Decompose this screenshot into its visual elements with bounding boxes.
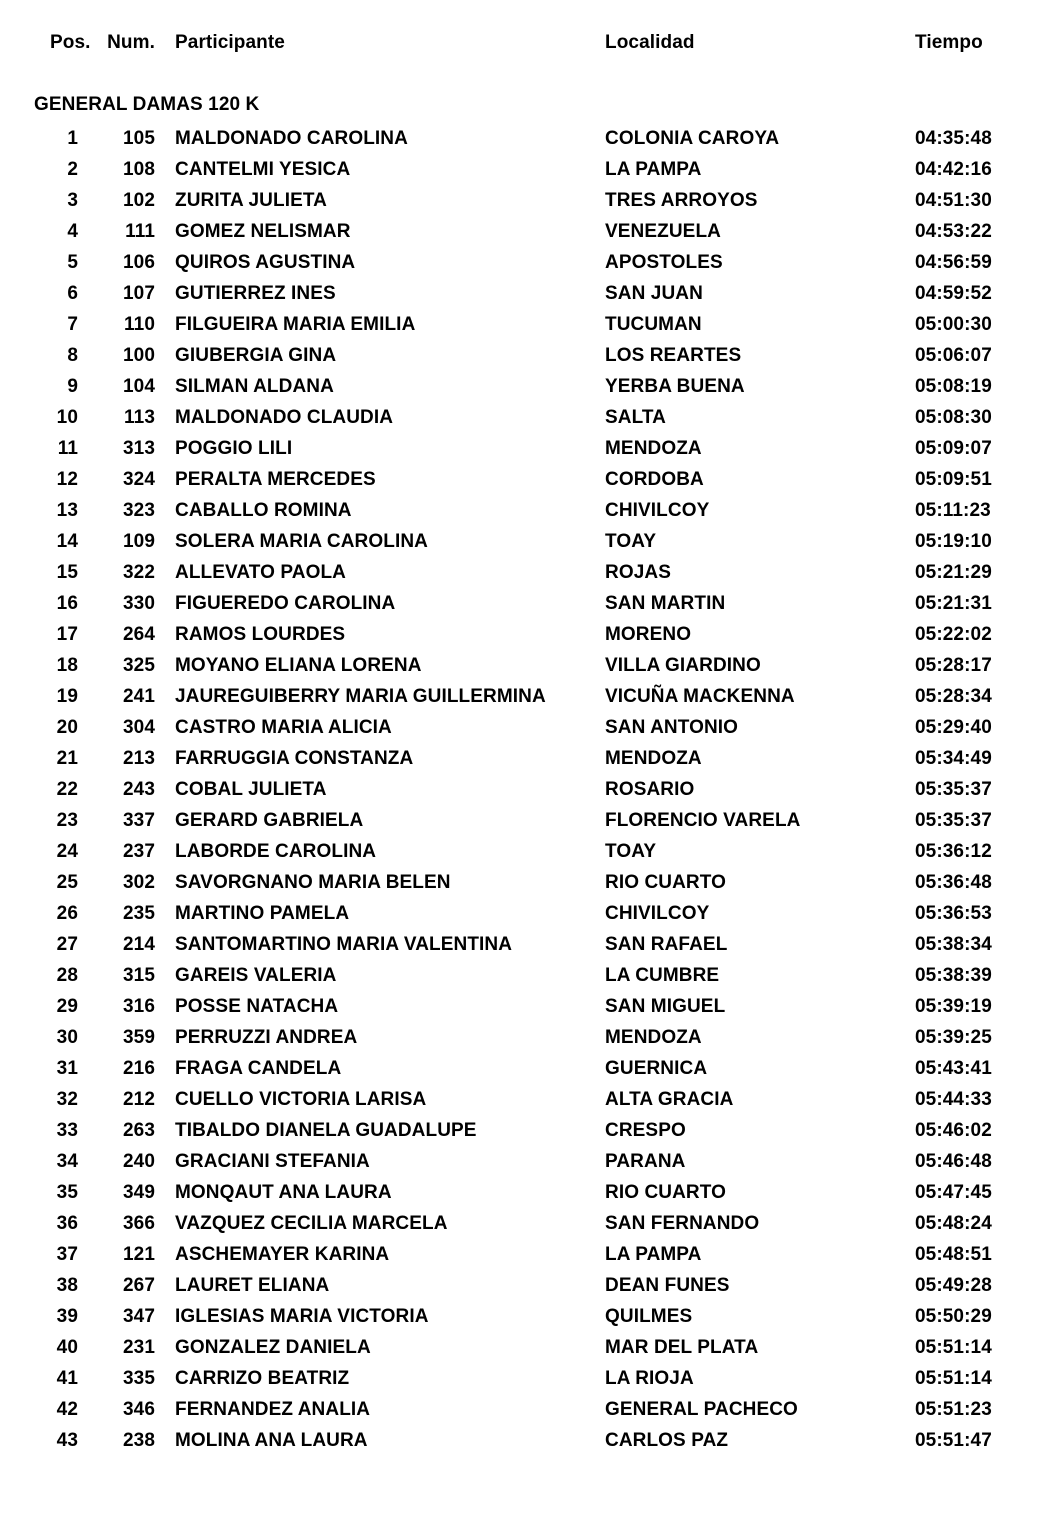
cell-city: VICUÑA MACKENNA — [605, 686, 795, 707]
table-row — [40, 619, 1058, 650]
cell-name: POGGIO LILI — [175, 438, 293, 459]
cell-name: MOYANO ELIANA LORENA — [175, 655, 422, 676]
cell-name: CABALLO ROMINA — [175, 500, 352, 521]
cell-pos: 42 — [56, 1399, 78, 1420]
cell-pos: 18 — [56, 655, 78, 676]
cell-pos: 2 — [67, 159, 78, 180]
cell-city: TUCUMAN — [605, 314, 702, 335]
cell-time: 05:46:02 — [915, 1120, 992, 1141]
cell-num: 100 — [122, 345, 155, 366]
cell-time: 05:35:37 — [915, 810, 992, 831]
cell-num: 267 — [122, 1275, 155, 1296]
cell-time: 05:48:51 — [915, 1244, 992, 1265]
cell-time: 04:53:22 — [915, 221, 992, 242]
cell-name: PERRUZZI ANDREA — [175, 1027, 358, 1048]
cell-city: TRES ARROYOS — [605, 190, 758, 211]
table-row — [40, 464, 1058, 495]
cell-name: ASCHEMAYER KARINA — [175, 1244, 390, 1265]
cell-time: 04:59:52 — [915, 283, 992, 304]
cell-time: 05:51:14 — [915, 1337, 992, 1358]
cell-time: 05:39:19 — [915, 996, 992, 1017]
cell-pos: 30 — [56, 1027, 78, 1048]
cell-num: 316 — [122, 996, 155, 1017]
table-row — [40, 681, 1058, 712]
cell-pos: 40 — [56, 1337, 78, 1358]
cell-pos: 5 — [67, 252, 78, 273]
results-rows — [40, 123, 1058, 1456]
table-row — [40, 402, 1058, 433]
cell-pos: 11 — [57, 438, 78, 459]
cell-name: RAMOS LOURDES — [175, 624, 346, 645]
cell-time: 05:28:34 — [915, 686, 992, 707]
cell-num: 346 — [122, 1399, 155, 1420]
cell-num: 235 — [122, 903, 155, 924]
cell-time: 05:44:33 — [915, 1089, 992, 1110]
cell-num: 330 — [122, 593, 155, 614]
cell-city: MENDOZA — [605, 748, 702, 769]
cell-num: 109 — [122, 531, 155, 552]
table-row — [40, 929, 1058, 960]
table-row — [40, 774, 1058, 805]
cell-pos: 24 — [56, 841, 78, 862]
cell-num: 121 — [122, 1244, 155, 1265]
cell-city: TOAY — [605, 841, 657, 862]
cell-pos: 25 — [56, 872, 78, 893]
cell-pos: 16 — [56, 593, 78, 614]
cell-city: LOS REARTES — [605, 345, 742, 366]
cell-city: MENDOZA — [605, 1027, 702, 1048]
cell-num: 359 — [122, 1027, 155, 1048]
cell-city: VENEZUELA — [605, 221, 721, 242]
cell-time: 05:36:53 — [915, 903, 992, 924]
cell-pos: 36 — [56, 1213, 78, 1234]
cell-num: 324 — [122, 469, 155, 490]
table-row — [40, 1022, 1058, 1053]
cell-city: LA RIOJA — [605, 1368, 694, 1389]
cell-city: RIO CUARTO — [605, 872, 726, 893]
cell-pos: 32 — [56, 1089, 78, 1110]
cell-name: POSSE NATACHA — [175, 996, 339, 1017]
table-row — [40, 1425, 1058, 1456]
cell-num: 322 — [122, 562, 155, 583]
cell-city: SAN JUAN — [605, 283, 703, 304]
table-row — [40, 1301, 1058, 1332]
table-row — [40, 805, 1058, 836]
cell-time: 05:51:47 — [915, 1430, 992, 1451]
cell-pos: 3 — [67, 190, 78, 211]
cell-time: 05:19:10 — [915, 531, 992, 552]
cell-name: FERNANDEZ ANALIA — [175, 1399, 371, 1420]
table-row — [40, 836, 1058, 867]
cell-city: GENERAL PACHECO — [605, 1399, 798, 1420]
cell-name: MALDONADO CAROLINA — [175, 128, 408, 149]
col-header-tiempo: Tiempo — [915, 32, 983, 53]
table-row — [40, 154, 1058, 185]
cell-name: FRAGA CANDELA — [175, 1058, 342, 1079]
table-row — [40, 743, 1058, 774]
cell-time: 05:21:31 — [915, 593, 992, 614]
cell-city: GUERNICA — [605, 1058, 708, 1079]
cell-pos: 26 — [56, 903, 78, 924]
cell-pos: 33 — [56, 1120, 78, 1141]
table-row — [40, 898, 1058, 929]
cell-city: PARANA — [605, 1151, 686, 1172]
cell-time: 04:42:16 — [915, 159, 992, 180]
cell-city: COLONIA CAROYA — [605, 128, 780, 149]
cell-city: MORENO — [605, 624, 692, 645]
cell-pos: 37 — [56, 1244, 78, 1265]
cell-name: SILMAN ALDANA — [175, 376, 334, 397]
cell-pos: 28 — [56, 965, 78, 986]
cell-time: 05:35:37 — [915, 779, 992, 800]
cell-num: 104 — [122, 376, 155, 397]
cell-name: GUTIERREZ INES — [175, 283, 336, 304]
cell-num: 214 — [122, 934, 155, 955]
cell-pos: 31 — [56, 1058, 78, 1079]
cell-name: JAUREGUIBERRY MARIA GUILLERMINA — [175, 686, 546, 707]
cell-name: CANTELMI YESICA — [175, 159, 351, 180]
col-header-localidad: Localidad — [605, 32, 695, 53]
cell-city: CHIVILCOY — [605, 903, 710, 924]
cell-num: 237 — [122, 841, 155, 862]
cell-name: VAZQUEZ CECILIA MARCELA — [175, 1213, 448, 1234]
cell-name: ALLEVATO PAOLA — [175, 562, 346, 583]
cell-time: 05:47:45 — [915, 1182, 992, 1203]
table-row — [40, 1115, 1058, 1146]
cell-name: MONQAUT ANA LAURA — [175, 1182, 392, 1203]
cell-city: SAN RAFAEL — [605, 934, 728, 955]
cell-num: 313 — [122, 438, 155, 459]
cell-num: 347 — [122, 1306, 155, 1327]
cell-pos: 14 — [56, 531, 78, 552]
cell-city: RIO CUARTO — [605, 1182, 726, 1203]
cell-city: MENDOZA — [605, 438, 702, 459]
table-row — [40, 123, 1058, 154]
table-row — [40, 371, 1058, 402]
cell-pos: 23 — [56, 810, 78, 831]
cell-name: IGLESIAS MARIA VICTORIA — [175, 1306, 429, 1327]
cell-time: 05:09:51 — [915, 469, 992, 490]
cell-time: 05:09:07 — [915, 438, 992, 459]
cell-name: ZURITA JULIETA — [175, 190, 327, 211]
cell-time: 05:38:39 — [915, 965, 992, 986]
cell-name: GAREIS VALERIA — [175, 965, 337, 986]
cell-pos: 1 — [67, 128, 78, 149]
cell-name: GRACIANI STEFANIA — [175, 1151, 370, 1172]
cell-city: SAN FERNANDO — [605, 1213, 760, 1234]
cell-city: CHIVILCOY — [605, 500, 710, 521]
cell-time: 04:35:48 — [915, 128, 992, 149]
cell-city: QUILMES — [605, 1306, 693, 1327]
cell-name: MARTINO PAMELA — [175, 903, 350, 924]
cell-time: 05:08:19 — [915, 376, 992, 397]
cell-name: MALDONADO CLAUDIA — [175, 407, 394, 428]
cell-num: 302 — [122, 872, 155, 893]
cell-city: FLORENCIO VARELA — [605, 810, 801, 831]
cell-city: SAN ANTONIO — [605, 717, 739, 738]
cell-time: 05:36:48 — [915, 872, 992, 893]
col-header-participante: Participante — [175, 32, 285, 53]
results-page — [0, 32, 1058, 1529]
cell-time: 04:56:59 — [915, 252, 992, 273]
cell-time: 05:51:14 — [915, 1368, 992, 1389]
cell-pos: 7 — [67, 314, 78, 335]
cell-time: 05:49:28 — [915, 1275, 992, 1296]
table-row — [40, 1332, 1058, 1363]
cell-city: LA PAMPA — [605, 159, 702, 180]
cell-pos: 22 — [56, 779, 78, 800]
cell-num: 213 — [122, 748, 155, 769]
cell-time: 05:34:49 — [915, 748, 992, 769]
table-row — [40, 1177, 1058, 1208]
cell-name: FILGUEIRA MARIA EMILIA — [175, 314, 416, 335]
cell-num: 105 — [122, 128, 155, 149]
table-row — [40, 1146, 1058, 1177]
cell-pos: 9 — [67, 376, 78, 397]
cell-pos: 10 — [56, 407, 78, 428]
cell-pos: 12 — [56, 469, 78, 490]
cell-city: APOSTOLES — [605, 252, 723, 273]
table-row — [40, 1208, 1058, 1239]
table-row — [40, 340, 1058, 371]
cell-time: 05:50:29 — [915, 1306, 992, 1327]
table-row — [40, 867, 1058, 898]
cell-city: SAN MARTIN — [605, 593, 726, 614]
cell-time: 05:46:48 — [915, 1151, 992, 1172]
cell-time: 04:51:30 — [915, 190, 992, 211]
cell-city: YERBA BUENA — [605, 376, 745, 397]
cell-city: DEAN FUNES — [605, 1275, 730, 1296]
table-row — [40, 278, 1058, 309]
cell-pos: 39 — [56, 1306, 78, 1327]
table-row — [40, 1394, 1058, 1425]
cell-name: SOLERA MARIA CAROLINA — [175, 531, 428, 552]
cell-name: FIGUEREDO CAROLINA — [175, 593, 396, 614]
table-row — [40, 712, 1058, 743]
cell-num: 337 — [122, 810, 155, 831]
cell-num: 110 — [124, 314, 155, 335]
cell-num: 325 — [122, 655, 155, 676]
cell-time: 05:38:34 — [915, 934, 992, 955]
cell-num: 231 — [122, 1337, 155, 1358]
cell-name: QUIROS AGUSTINA — [175, 252, 356, 273]
cell-city: ROJAS — [605, 562, 671, 583]
table-row — [40, 526, 1058, 557]
cell-time: 05:29:40 — [915, 717, 992, 738]
cell-name: CUELLO VICTORIA LARISA — [175, 1089, 427, 1110]
cell-time: 05:28:17 — [915, 655, 992, 676]
table-row — [40, 1239, 1058, 1270]
table-row — [40, 1053, 1058, 1084]
cell-pos: 17 — [56, 624, 78, 645]
cell-num: 243 — [122, 779, 155, 800]
cell-name: SANTOMARTINO MARIA VALENTINA — [175, 934, 513, 955]
cell-pos: 4 — [67, 221, 78, 242]
cell-time: 05:51:23 — [915, 1399, 992, 1420]
cell-num: 216 — [122, 1058, 155, 1079]
cell-city: TOAY — [605, 531, 657, 552]
cell-name: COBAL JULIETA — [175, 779, 327, 800]
cell-name: MOLINA ANA LAURA — [175, 1430, 368, 1451]
cell-pos: 34 — [56, 1151, 78, 1172]
cell-num: 106 — [122, 252, 155, 273]
cell-name: GOMEZ NELISMAR — [175, 221, 351, 242]
cell-pos: 21 — [56, 748, 78, 769]
cell-city: CARLOS PAZ — [605, 1430, 729, 1451]
cell-num: 335 — [122, 1368, 155, 1389]
cell-name: SAVORGNANO MARIA BELEN — [175, 872, 451, 893]
table-row — [40, 247, 1058, 278]
cell-city: ROSARIO — [605, 779, 695, 800]
cell-name: LABORDE CAROLINA — [175, 841, 377, 862]
cell-city: LA CUMBRE — [605, 965, 720, 986]
cell-time: 05:21:29 — [915, 562, 992, 583]
cell-num: 212 — [122, 1089, 155, 1110]
cell-time: 05:11:23 — [915, 500, 991, 521]
cell-num: 113 — [124, 407, 155, 428]
cell-city: CRESPO — [605, 1120, 686, 1141]
cell-num: 102 — [122, 190, 155, 211]
cell-time: 05:43:41 — [915, 1058, 992, 1079]
cell-num: 264 — [122, 624, 155, 645]
table-row — [40, 1363, 1058, 1394]
table-row — [40, 588, 1058, 619]
table-row — [40, 433, 1058, 464]
table-row — [40, 991, 1058, 1022]
cell-time: 05:06:07 — [915, 345, 992, 366]
cell-time: 05:36:12 — [915, 841, 992, 862]
table-row — [40, 557, 1058, 588]
table-row — [40, 185, 1058, 216]
cell-num: 238 — [122, 1430, 155, 1451]
cell-num: 304 — [122, 717, 155, 738]
cell-city: ALTA GRACIA — [605, 1089, 734, 1110]
cell-pos: 8 — [67, 345, 78, 366]
cell-time: 05:08:30 — [915, 407, 992, 428]
table-row — [40, 1270, 1058, 1301]
cell-city: CORDOBA — [605, 469, 704, 490]
cell-num: 366 — [122, 1213, 155, 1234]
table-row — [40, 216, 1058, 247]
cell-pos: 20 — [56, 717, 78, 738]
cell-name: CASTRO MARIA ALICIA — [175, 717, 392, 738]
cell-pos: 41 — [56, 1368, 78, 1389]
cell-name: TIBALDO DIANELA GUADALUPE — [175, 1120, 477, 1141]
col-header-pos: Pos. — [50, 32, 91, 53]
cell-name: GIUBERGIA GINA — [175, 345, 337, 366]
cell-num: 263 — [122, 1120, 155, 1141]
cell-pos: 35 — [56, 1182, 78, 1203]
table-header — [40, 32, 1058, 53]
cell-num: 111 — [125, 221, 155, 242]
cell-pos: 29 — [56, 996, 78, 1017]
cell-pos: 43 — [56, 1430, 78, 1451]
col-header-num: Num. — [107, 32, 155, 53]
cell-num: 323 — [122, 500, 155, 521]
cell-pos: 19 — [56, 686, 78, 707]
table-row — [40, 309, 1058, 340]
cell-num: 240 — [122, 1151, 155, 1172]
cell-pos: 6 — [67, 283, 78, 304]
cell-num: 315 — [122, 965, 155, 986]
cell-city: VILLA GIARDINO — [605, 655, 761, 676]
cell-pos: 27 — [56, 934, 78, 955]
cell-name: CARRIZO BEATRIZ — [175, 1368, 350, 1389]
cell-city: SALTA — [605, 407, 667, 428]
cell-num: 241 — [122, 686, 155, 707]
cell-time: 05:39:25 — [915, 1027, 992, 1048]
cell-name: GONZALEZ DANIELA — [175, 1337, 371, 1358]
cell-pos: 13 — [56, 500, 78, 521]
table-row — [40, 495, 1058, 526]
cell-pos: 38 — [56, 1275, 78, 1296]
table-row — [40, 1084, 1058, 1115]
cell-name: GERARD GABRIELA — [175, 810, 364, 831]
cell-time: 05:48:24 — [915, 1213, 992, 1234]
table-row — [40, 960, 1058, 991]
section-title: GENERAL DAMAS 120 K — [34, 94, 260, 115]
cell-num: 107 — [122, 283, 155, 304]
cell-pos: 15 — [56, 562, 78, 583]
cell-time: 05:00:30 — [915, 314, 992, 335]
cell-name: FARRUGGIA CONSTANZA — [175, 748, 414, 769]
cell-city: LA PAMPA — [605, 1244, 702, 1265]
cell-city: SAN MIGUEL — [605, 996, 726, 1017]
cell-num: 108 — [122, 159, 155, 180]
cell-name: LAURET ELIANA — [175, 1275, 330, 1296]
cell-city: MAR DEL PLATA — [605, 1337, 759, 1358]
cell-name: PERALTA MERCEDES — [175, 469, 376, 490]
cell-num: 349 — [122, 1182, 155, 1203]
table-row — [40, 650, 1058, 681]
cell-time: 05:22:02 — [915, 624, 992, 645]
